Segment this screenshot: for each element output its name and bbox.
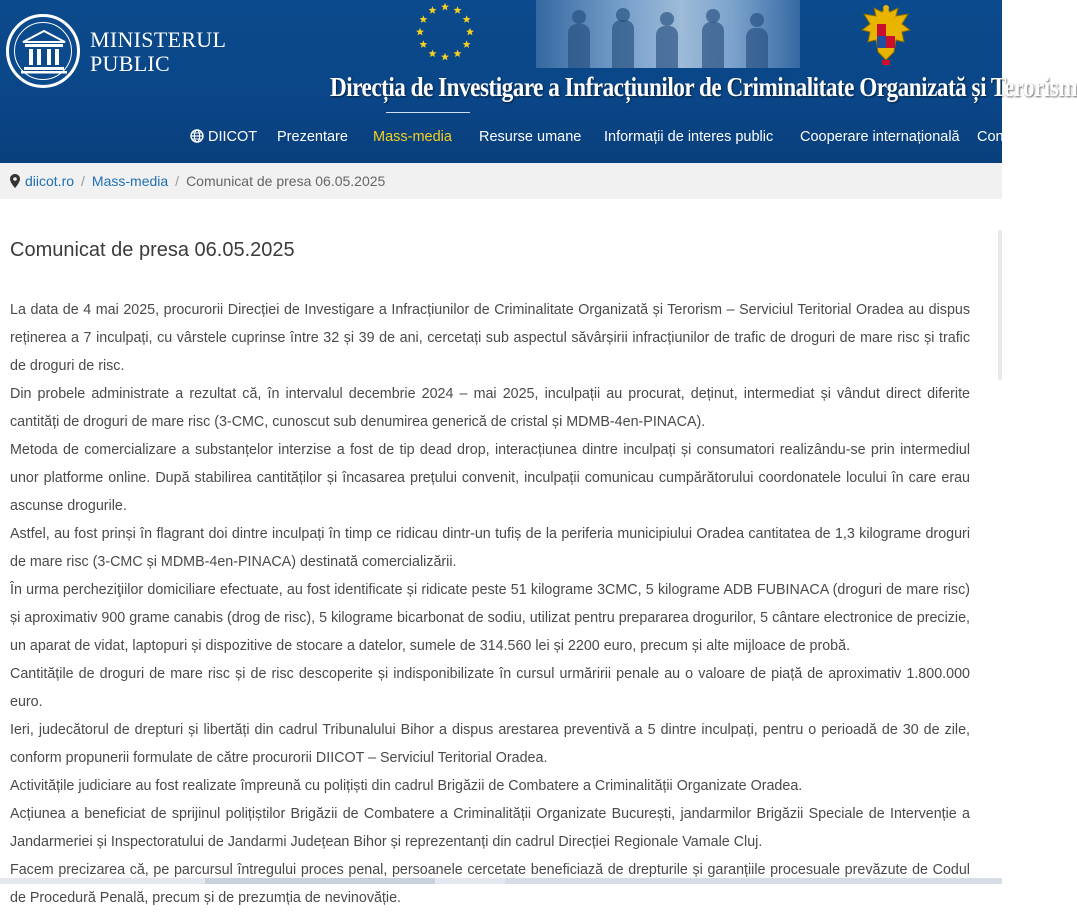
article-paragraph: Cantitățile de droguri de mare risc și de risc descoperite și indisponibilizate în cursul urmăririi penale au o valoare de piață de aproximativ 1.800.000 euro.	[10, 666, 970, 710]
nav-item-contact[interactable]: Con	[977, 129, 1004, 145]
article-paragraph: Acțiunea a beneficiat de sprijinul polițiștilor Brigăzii de Combatere a Criminalității Organizate București, jandarmilor Brigăzii Speciale de Intervenție a Jandarmeriei și Inspectoratului de Jandarmi Județean Bihor și reprezentanți din cadrul Direcției Regionale Vamale Cluj.	[10, 806, 970, 850]
article-paragraph: Din probele administrate a rezultat că, în intervalul decembrie 2024 – mai 2025, inculpații au procurat, deținut, intermediat și vândut direct diferite cantități de droguri de mare risc (3-CMC, cunoscut sub denumirea generică de cristal și MDMB-4en-PINACA).	[10, 386, 970, 430]
eu-star	[441, 3, 449, 11]
breadcrumb-section-link[interactable]: Mass-media	[91, 173, 169, 189]
breadcrumb	[0, 163, 1002, 199]
scrollbar-thumb[interactable]	[205, 878, 435, 884]
nav-label-diicot: DIICOT	[208, 129, 258, 145]
sidebar-edge	[998, 230, 1002, 380]
nav-item-diicot[interactable]	[190, 124, 257, 150]
article-paragraph: La data de 4 mai 2025, procurorii Direcției de Investigare a Infracțiunilor de Criminalitate Organizată și Terorism – Serviciul Teritorial Oradea au dispus reținerea a 7 inculpați, cu vârstele cuprinse între 32 și 39 de ani, cercetați sub aspectul săvârșirii infracțiunilor de trafic de droguri de mare risc și trafic de droguri de risc.	[10, 302, 970, 374]
ministerul-public-logo[interactable]	[6, 14, 236, 92]
nav-item-cooperare-internationala[interactable]: Cooperare internațională	[800, 129, 960, 145]
article-paragraph: Facem precizarea că, pe parcursul întregului proces penal, persoanele cercetate beneficiază de drepturile și garanțiile procesuale prevăzute de Codul de Procedură Penală, precum și de prezumția de nevinovăție.	[10, 862, 970, 906]
globe-icon	[190, 129, 204, 143]
temple-emblem-icon	[6, 14, 80, 88]
eu-star	[466, 28, 474, 36]
article-body	[10, 296, 970, 912]
nav-item-prezentare[interactable]: Prezentare	[277, 129, 348, 145]
main-content	[10, 199, 970, 912]
article-paragraph: Ieri, judecătorul de drepturi și libertăți din cadrul Tribunalului Bihor a dispus arestarea preventivă a 5 dintre inculpați, pentru o perioadă de 30 de zile, conform propunerii formulate de către procurorii DIICOT – Serviciul Teritorial Oradea.	[10, 722, 970, 766]
article-paragraph: Astfel, au fost prinși în flagrant doi dintre inculpați în timp ce ridicau dintr-un tufiș de la periferia municipiului Oradea cantitatea de 1,3 kilograme droguri de mare risc (3-CMC și MDMB-4en-PINACA) destinată comercializării.	[10, 526, 970, 570]
logo-wordmark	[90, 28, 226, 76]
breadcrumb-separator: /	[175, 173, 180, 189]
page-title: Comunicat de presa 06.05.2025	[10, 239, 295, 261]
eu-star	[429, 49, 437, 57]
eu-star	[419, 40, 427, 48]
header-banner-photo	[536, 0, 800, 68]
eu-star	[419, 15, 427, 23]
breadcrumb-current: Comunicat de presa 06.05.2025	[186, 173, 386, 189]
breadcrumb-separator: /	[81, 173, 85, 189]
nav-item-mass-media[interactable]: Mass-media	[373, 129, 452, 145]
eu-star	[463, 40, 471, 48]
eu-star	[441, 53, 449, 61]
eu-star	[463, 15, 471, 23]
article-paragraph: Activitățile judiciare au fost realizate împreună cu polițiști din cadrul Brigăzii de Combatere a Criminalității Organizate Oradea.	[10, 778, 803, 794]
horizontal-scrollbar[interactable]	[0, 878, 1002, 884]
site-header	[0, 0, 1077, 163]
eu-star	[429, 6, 437, 14]
logo-line-1: MINISTERUL	[90, 27, 227, 52]
agency-title: Direcția de Investigare a Infracțiunilor de Criminalitate Organizată și Terorism	[330, 72, 1077, 102]
logo-line-2: PUBLIC	[90, 51, 171, 76]
romania-coat-of-arms-icon	[858, 2, 914, 68]
map-pin-icon	[10, 174, 20, 188]
main-navigation	[0, 124, 1002, 152]
nav-item-informatii-interes-public[interactable]: Informații de interes public	[604, 129, 774, 145]
eu-star	[454, 49, 462, 57]
article-paragraph: În urma percheziţiilor domiciliare efectuate, au fost identificate și ridicate peste 51 kilograme 3CMC, 5 kilograme ADB FUBINACA (droguri de mare risc) și aproximativ 900 grame canabis (drog de risc), 5 kilograme bicarbonat de sodiu, utilizat pentru prepararea drogurilor, 5 cântare electronice de precizie, un aparat de vidat, laptopuri și dispozitive de stocare a datelor, sumele de 314.560 lei și 2200 euro, precum și alte mijloace de probă.	[10, 582, 970, 654]
eu-star	[416, 28, 424, 36]
breadcrumb-home-link[interactable]: diicot.ro	[25, 173, 75, 189]
eu-star	[454, 6, 462, 14]
title-underline	[386, 112, 470, 113]
eu-stars-icon	[408, 0, 482, 68]
scrollbar-track-segment	[505, 878, 1002, 884]
article-paragraph: Metoda de comercializare a substanțelor interzise a fost de tip dead drop, interacțiunea dintre inculpați și consumatori realizându-se prin intermediul unor platforme online. După stabilirea cantităților și încasarea prețului convenit, inculpații comunicau cumpărătorului coordonatele locului în care erau ascunse drogurile.	[10, 442, 970, 514]
nav-item-resurse-umane[interactable]: Resurse umane	[479, 129, 582, 145]
